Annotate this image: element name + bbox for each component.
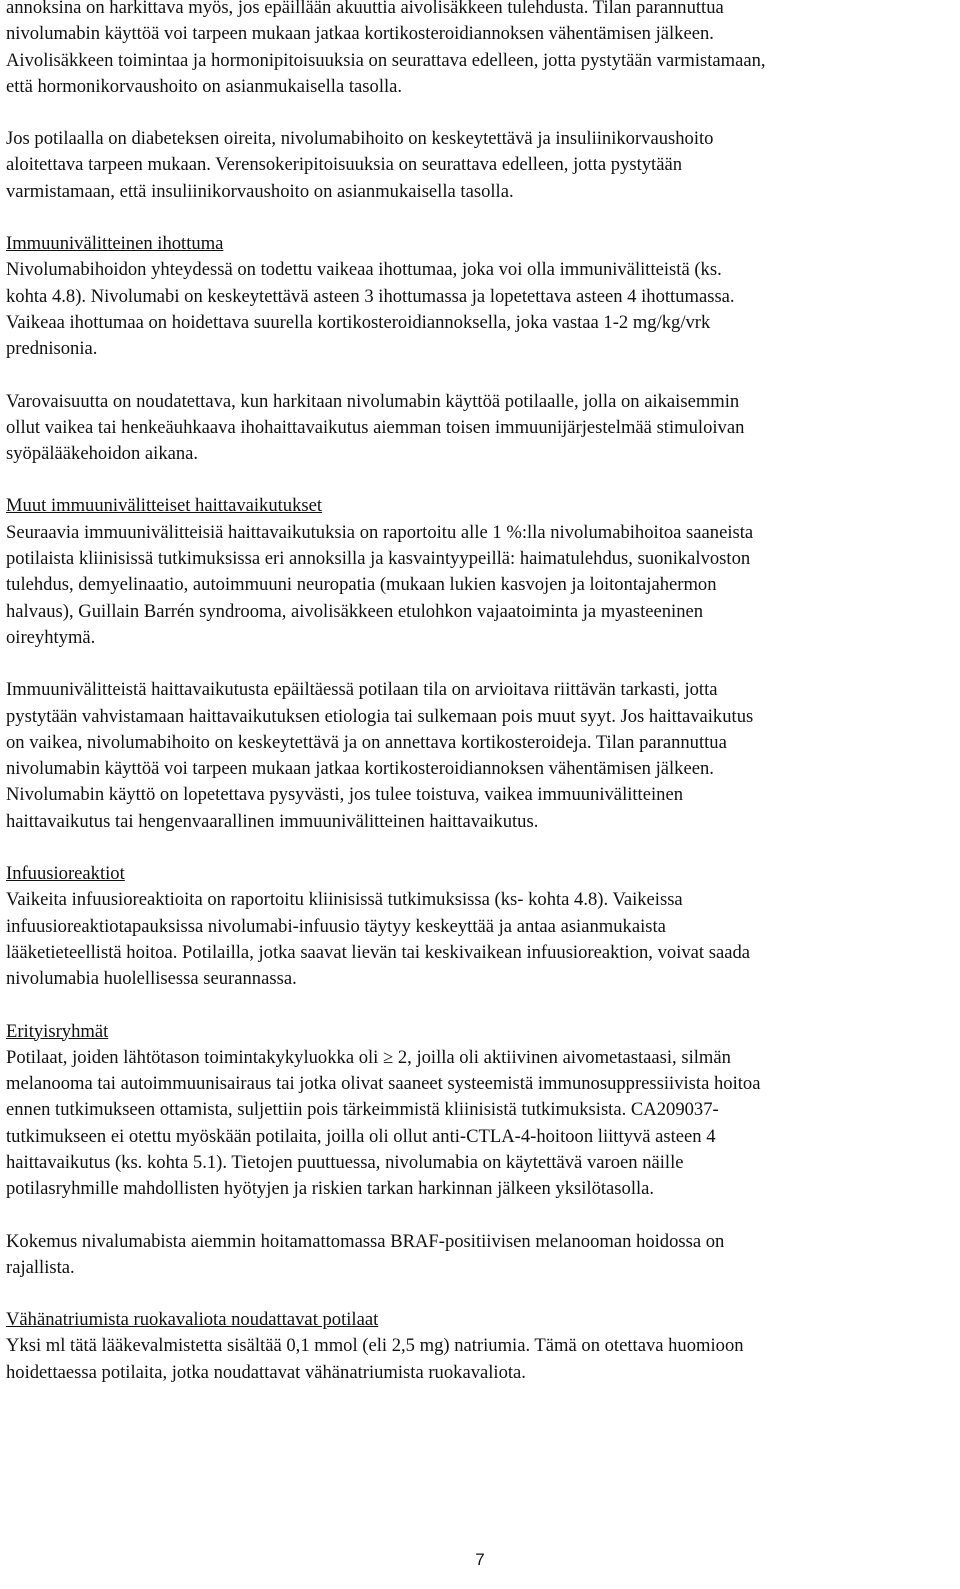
- text-line: Kokemus nivalumabista aiemmin hoitamattomassa BRAF-positiivisen melanooman hoidossa on: [6, 1230, 725, 1252]
- section-heading: Immuunivälitteinen ihottuma: [6, 233, 224, 255]
- text-line: Vaikeaa ihottumaa on hoidettava suurella kortikosteroidiannoksella, joka vastaa 1-2 mg/kg/vrk: [6, 311, 711, 333]
- text-line: halvaus), Guillain Barrén syndrooma, aivolisäkkeen etulohkon vajaatoiminta ja myasteeninen: [6, 600, 704, 622]
- text-line: prednisonia.: [6, 338, 98, 360]
- section-infusion: [6, 861, 954, 992]
- text-line: potilaista kliinisissä tutkimuksissa eri annoksilla ja kasvaintyypeillä: haimatulehdus, suonikalvoston: [6, 548, 751, 570]
- text-line: pystytään vahvistamaan haittavaikutuksen etiologia tai sulkemaan pois muut syyt. Jos haittavaikutus: [6, 705, 754, 727]
- text-line: infuusioreaktiotapauksissa nivolumabi-infuusio täytyy keskeyttää ja antaa asianmukaista: [6, 915, 666, 937]
- section-sodium: [6, 1307, 954, 1386]
- section-heading: Vähänatriumista ruokavaliota noudattavat potilaat: [6, 1309, 379, 1331]
- text-line: Yksi ml tätä lääkevalmistetta sisältää 0,1 mmol (eli 2,5 mg) natriumia. Tämä on otettava huomioon: [6, 1335, 744, 1357]
- paragraph-intro: [6, 0, 954, 100]
- text-line: Vaikeita infuusioreaktioita on raportoitu kliinisissä tutkimuksissa (ks- kohta 4.8). Vaikeissa: [6, 889, 683, 911]
- text-line: nivolumabin käyttöä voi tarpeen mukaan jatkaa kortikosteroidiannoksen vähentämisen jälkeen.: [6, 23, 714, 45]
- text-line: että hormonikorvaushoito on asianmukaisella tasolla.: [6, 75, 403, 97]
- paragraph-braf: [6, 1229, 954, 1282]
- section-special-groups: [6, 1019, 954, 1203]
- text-line: Potilaat, joiden lähtötason toimintakykyluokka oli ≥ 2, joilla oli aktiivinen aivometastaasi, silmän: [6, 1046, 731, 1068]
- text-line: nivolumabin käyttöä voi tarpeen mukaan jatkaa kortikosteroidiannoksen vähentämisen jälkeen.: [6, 758, 714, 780]
- text-line: Nivolumabihoidon yhteydessä on todettu vaikeaa ihottumaa, joka voi olla immunivälitteistä (ks.: [6, 259, 722, 281]
- text-line: syöpälääkehoidon aikana.: [6, 443, 199, 465]
- text-line: haittavaikutus tai hengenvaarallinen immuunivälitteinen haittavaikutus.: [6, 810, 539, 832]
- text-line: on vaikea, nivolumabihoito on keskeytettävä ja on annettava kortikosteroideja. Tilan parannuttua: [6, 731, 727, 753]
- text-line: Immuunivälitteistä haittavaikutusta epäiltäessä potilaan tila on arvioitava riittävän tarkasti, jotta: [6, 679, 718, 701]
- text-line: varmistamaan, että insuliinikorvaushoito on asianmukaisella tasolla.: [6, 180, 514, 202]
- text-line: annoksina on harkittava myös, jos epäillään akuuttia aivolisäkkeen tulehdusta. Tilan parannuttua: [6, 0, 724, 18]
- paragraph-suspected: [6, 677, 954, 835]
- text-line: oireyhtymä.: [6, 626, 96, 648]
- text-line: rajallista.: [6, 1256, 75, 1278]
- text-line: aloitettava tarpeen mukaan. Verensokeripitoisuuksia on seurattava edelleen, jotta pystytään: [6, 154, 683, 176]
- text-line: Seuraavia immuunivälitteisiä haittavaikutuksia on raportoitu alle 1 %:lla nivolumabihoitoa saaneista: [6, 521, 754, 543]
- text-line: haittavaikutus (ks. kohta 5.1). Tietojen puuttuessa, nivolumabia on käytettävä varoen näille: [6, 1151, 684, 1173]
- paragraph-caution: [6, 389, 954, 468]
- text-line: tulehdus, demyelinaatio, autoimmuuni neuropatia (mukaan lukien kasvojen ja loitontajahermon: [6, 574, 717, 596]
- text-line: nivolumabia huolellisessa seurannassa.: [6, 968, 297, 990]
- section-other-immune: [6, 493, 954, 651]
- text-line: Nivolumabin käyttö on lopetettava pysyvästi, jos tulee toistuva, vaikea immuunivälitteinen: [6, 784, 683, 806]
- text-line: ollut vaikea tai henkeäuhkaava ihohaittavaikutus aiemman toisen immuunijärjestelmää stimuloivan: [6, 416, 745, 438]
- text-line: ennen tutkimukseen ottamista, suljettiin pois tärkeimmistä kliinisistä tutkimuksista. CA209037-: [6, 1099, 719, 1121]
- text-line: tutkimukseen ei otettu myöskään potilaita, joilla oli ollut anti-CTLA-4-hoitoon liittyvä asteen 4: [6, 1125, 716, 1147]
- text-line: hoidettaessa potilaita, jotka noudattavat vähänatriumista ruokavaliota.: [6, 1361, 526, 1383]
- page-number: 7: [475, 1550, 485, 1569]
- section-heading: Muut immuunivälitteiset haittavaikutukset: [6, 495, 323, 517]
- text-line: lääketieteellistä hoitoa. Potilailla, jotka saavat lievän tai keskivaikean infuusioreaktion, voivat saada: [6, 941, 751, 963]
- text-line: potilasryhmille mahdollisten hyötyjen ja riskien tarkan harkinnan jälkeen yksilötasolla.: [6, 1178, 655, 1200]
- section-rash: [6, 231, 954, 362]
- text-line: Aivolisäkkeen toimintaa ja hormonipitoisuuksia on seurattava edelleen, jotta pystytään varmistamaan,: [6, 49, 766, 71]
- document-page: [6, 0, 954, 1386]
- text-line: Jos potilaalla on diabeteksen oireita, nivolumabihoito on keskeytettävä ja insuliinikorvaushoito: [6, 128, 714, 150]
- text-line: Varovaisuutta on noudatettava, kun harkitaan nivolumabin käyttöä potilaalle, jolla on aikaisemmin: [6, 390, 740, 412]
- section-heading: Infuusioreaktiot: [6, 863, 125, 885]
- paragraph-diabetes: [6, 126, 954, 205]
- section-heading: Erityisryhmät: [6, 1020, 109, 1042]
- text-line: kohta 4.8). Nivolumabi on keskeytettävä asteen 3 ihottumassa ja lopetettava asteen 4 ihottumassa.: [6, 285, 735, 307]
- text-line: melanooma tai autoimmuunisairaus tai jotka olivat saaneet systeemistä immunosuppressiivista hoitoa: [6, 1073, 761, 1095]
